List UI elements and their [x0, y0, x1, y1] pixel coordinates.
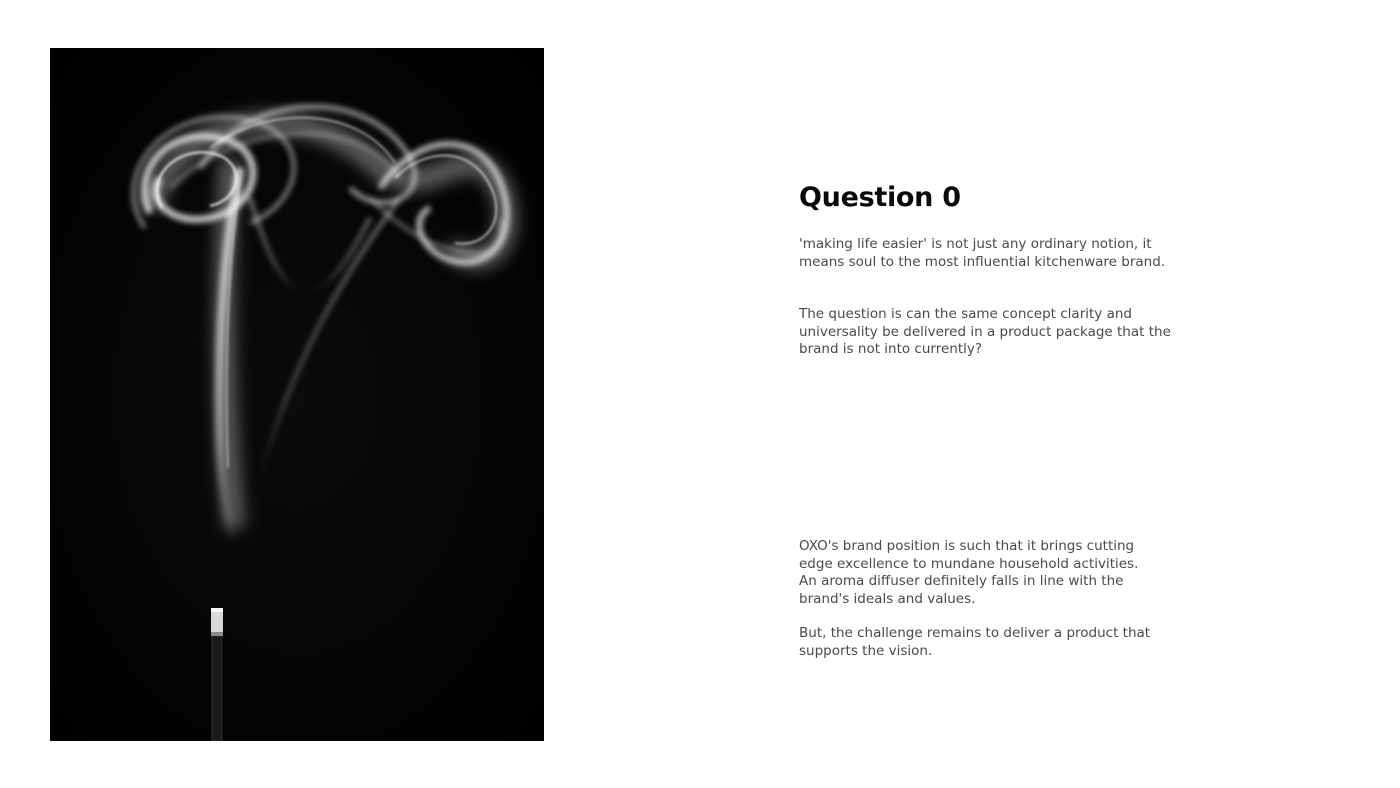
paragraph-brand-position: OXO's brand position is such that it brings cutting edge excellence to mundane household activities. An aroma diffuser definitely falls in line with the brand's ideals and values. — [799, 538, 1139, 607]
incense-smoke-photo — [50, 48, 544, 741]
paragraph-challenge: But, the challenge remains to deliver a product that supports the vision. — [799, 625, 1151, 659]
paragraph-intro: 'making life easier' is not just any ordinary notion, it means soul to the most influential kitchenware brand. — [799, 236, 1166, 270]
text-panel — [799, 180, 1199, 659]
incense-stick — [211, 608, 223, 741]
smoke-illustration — [50, 48, 544, 741]
page-title: Question 0 — [799, 182, 961, 213]
paragraph-question: The question is can the same concept clarity and universality be delivered in a product package that the brand is not into currently? — [799, 306, 1171, 357]
